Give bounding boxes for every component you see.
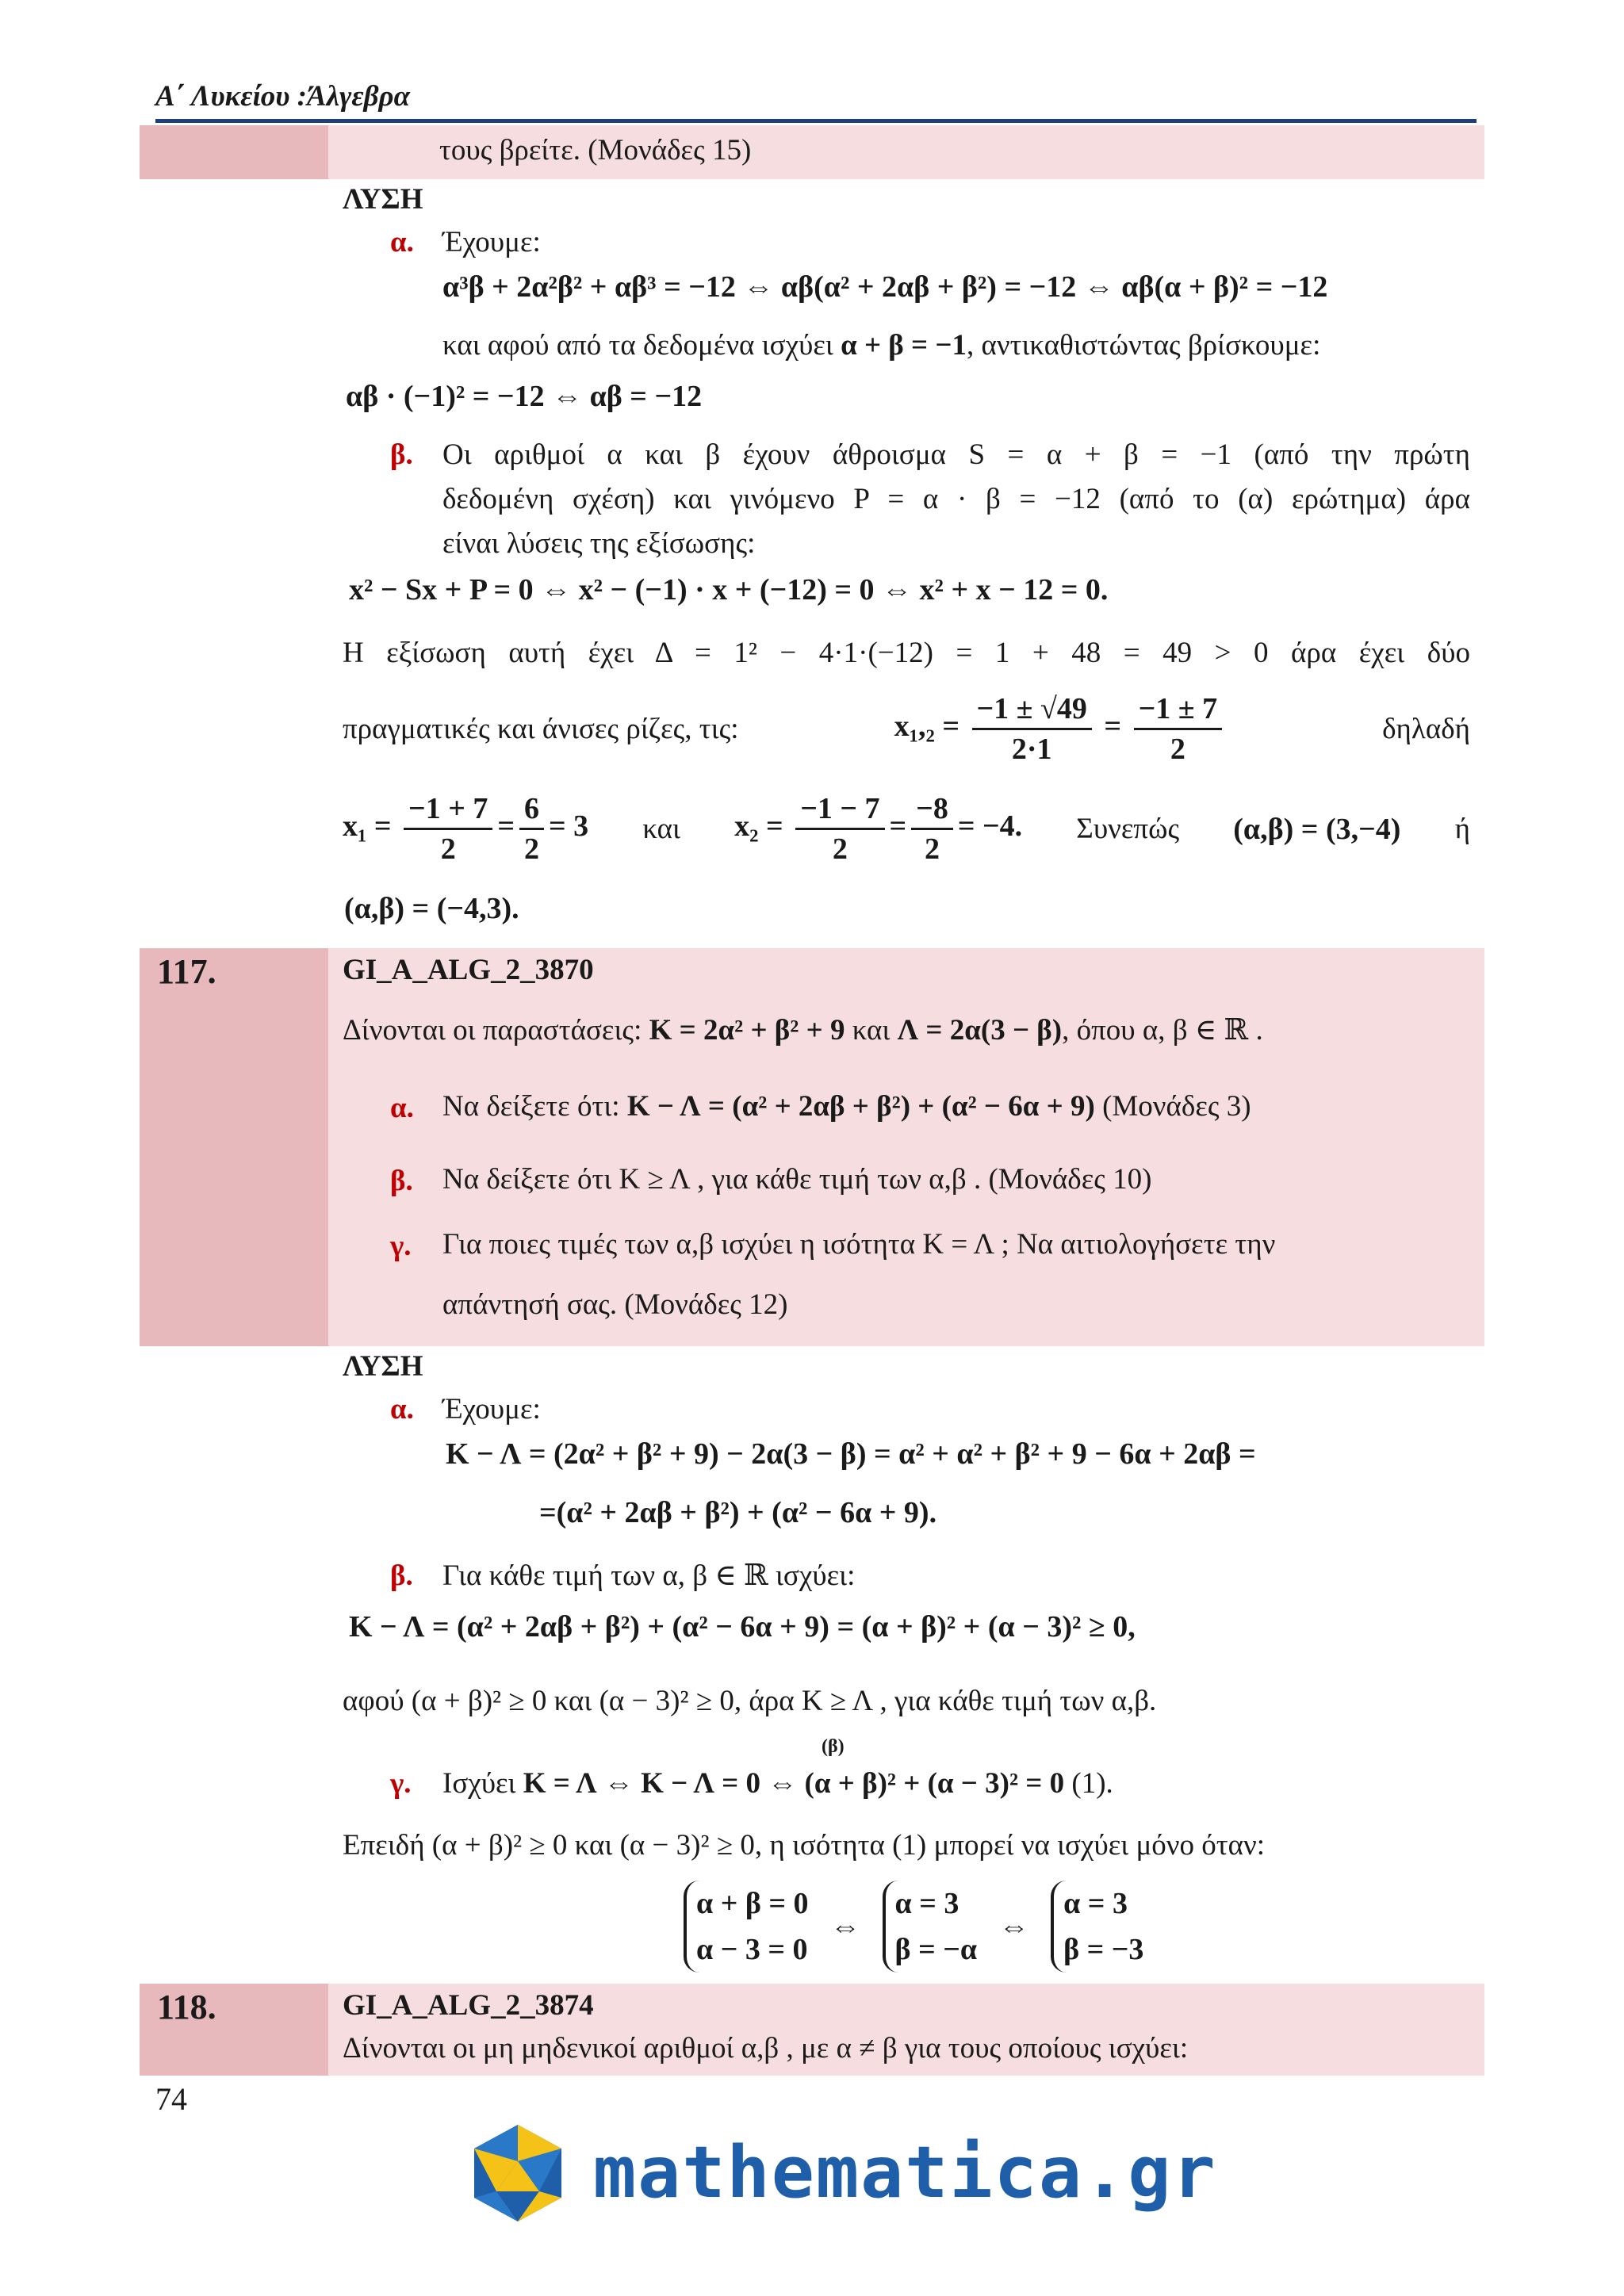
part-a-label: α. [390,1393,414,1425]
text: (1). [1071,1767,1113,1800]
system-1 [684,1881,809,1973]
problem-intro: Δίνονται οι μη μηδενικοί αριθμοί α,β , με α ≠ β για τους οποίους ισχύει: [343,2032,1189,2064]
part-b-line1: Οι αριθμοί α και β έχουν άθροισμα S = α + β = −1 (από την πρώτη [442,438,1470,471]
part-b-equation: Κ − Λ = (α² + 2αβ + β²) + (α² − 6α + 9) = (α + β)² + (α − 3)² ≥ 0, [349,1610,1136,1644]
roots-formula: x₁,₂ = $\frac{-1 \pm √49}{2\cdot 1}$ = $\frac{-1 \pm 7}{2}$ [894,690,1228,768]
points: (Μονάδες 3) [1102,1090,1251,1123]
eq: α + β = 0 [696,1887,809,1920]
numerator: −8 [911,790,953,830]
part-a-intro: Έχουμε: [442,226,541,258]
root-x1: x₁ = $\frac{-1 + 7}{2}$ = $\frac{6}{2}$ = 3 [343,790,588,868]
text: Να δείξετε ότι: [442,1090,620,1123]
part-c-label: γ. [390,1767,412,1800]
part-b-line3: είναι λύσεις της εξίσωσης: [442,527,756,560]
discriminant-line: Η εξίσωση αυτή έχει Δ = 1² − 4·1·(−12) = 1 + 48 = 49 > 0 άρα έχει δύο [343,637,1470,669]
expression-L: Λ = 2α(3 − β) [897,1014,1063,1047]
page-number: 74 [155,2081,187,2117]
number-column [140,948,328,1346]
denominator: 2 [832,832,848,866]
logo-icon [466,2122,569,2225]
roots-intro: πραγματικές και άνισες ρίζες, τις: [343,712,739,745]
text: , αντικαθιστώντας βρίσκουμε: [966,329,1321,362]
fraction [1134,690,1223,768]
system-2 [883,1881,978,1973]
roots-var: x₁,₂ = [894,710,960,744]
system-of-equations [684,1881,1143,1973]
problem-number: 118. [157,1988,216,2026]
roots-that-is: δηλαδή [1382,712,1470,745]
logo-text: mathematica.gr [593,2131,1217,2214]
root-x2: x₂ = $\frac{-1 - 7}{2}$ = $\frac{-8}{2}$ = −4. [734,790,1022,868]
solution-pair-1: (α,β) = (3,−4) [1233,812,1401,846]
part-b-label: β. [390,1165,413,1197]
solution-pair-2: (α,β) = (−4,3). [344,892,519,925]
problem-intro [343,1012,1263,1050]
part-a-result: αβ · (−1)² = −12 ⇔ αβ = −12 [346,380,703,413]
part-b-label: β. [390,1559,413,1592]
part-a-line2 [442,327,1320,365]
problem-117-band [140,948,1484,1346]
sum-condition: α + β = −1 [841,329,967,362]
previous-problem-tail: τους βρείτε. (Μονάδες 15) [439,134,752,166]
numerator: 6 [519,790,544,830]
system-3 [1051,1881,1143,1973]
text: και [852,1014,891,1047]
part-c-line-2: Επειδή (α + β)² ≥ 0 και (α − 3)² ≥ 0, η ισότητα (1) μπορεί να ισχύει μόνο όταν: [343,1829,1266,1862]
x1-var: x₁ = [343,809,392,844]
denominator: 2 [925,832,940,866]
running-header: Α΄ Λυκείου :Άλγεβρα [155,80,411,113]
part-a-question [442,1088,1251,1126]
denominator: 2 [440,832,456,866]
problem-code: GI_A_ALG_2_3874 [343,1989,594,2022]
text: Ισχύει [442,1767,516,1800]
eq: β = −α [894,1933,978,1966]
numerator: −1 ± 7 [1134,690,1223,730]
x1-value: = 3 [549,809,589,844]
part-a-equation-1: Κ − Λ = (2α² + β² + 9) − 2α(3 − β) = α² + α² + β² + 9 − 6α + 2αβ = [446,1437,1256,1471]
fraction [795,790,884,868]
reference-tag: (β) [822,1736,845,1757]
text: , όπου α, β ∈ ℝ . [1062,1014,1263,1047]
part-a-label: α. [390,1092,414,1124]
math: Κ = Λ ⇔ Κ − Λ = 0 ⇔ (α + β)² + (α − 3)² = 0 [523,1767,1065,1800]
part-c-line [442,1765,1113,1803]
part-c-question: Για ποιες τιμές των α,β ισχύει η ισότητα Κ = Λ ; Να αιτιολογήσετε την [442,1228,1276,1261]
iff-symbol: ⇔ [998,1910,1029,1943]
part-a-label: α. [390,226,414,258]
part-b-line2: δεδομένη σχέση) και γινόμενο P = α · β = −12 (από το (α) ερώτημα) άρα [442,483,1470,515]
roots-line [343,690,1470,768]
text: Δίνονται οι παραστάσεις: [343,1014,642,1047]
fraction [519,790,544,868]
roots-values-line [343,790,1470,868]
header-rule [155,119,1477,123]
x2-var: x₂ = [734,809,783,844]
or-word: ή [1454,812,1470,845]
iff-symbol: ⇔ [830,1910,861,1943]
part-b-intro: Για κάθε τιμή των α, β ∈ ℝ ισχύει: [442,1559,856,1592]
conjunction: και [642,812,680,845]
part-b-question: Να δείξετε ότι Κ ≥ Λ , για κάθε τιμή των α,β . (Μονάδες 10) [442,1163,1152,1196]
previous-problem-band [140,125,1484,179]
conclusion-word: Συνεπώς [1076,812,1180,845]
eq: α = 3 [894,1887,959,1920]
number-column [140,125,328,179]
part-b-label: β. [390,438,413,471]
fraction [911,790,953,868]
solution-heading: ΛΥΣΗ [343,183,423,216]
eq: α − 3 = 0 [696,1933,808,1966]
denominator: 2 [1170,733,1185,766]
problem-118-band [140,1984,1484,2076]
numerator: −1 − 7 [795,790,884,830]
numerator: −1 ± √49 [972,690,1092,730]
part-c-label: γ. [390,1230,412,1262]
solution-heading: ΛΥΣΗ [343,1350,423,1383]
fraction [404,790,492,868]
part-a-equation: α³β + 2α²β² + αβ³ = −12 ⇔ αβ(α² + 2αβ + β²) = −12 ⇔ αβ(α + β)² = −12 [442,270,1328,304]
part-c-question-2: απάντησή σας. (Μονάδες 12) [442,1288,788,1321]
numerator: −1 + 7 [404,790,492,830]
eq: β = −3 [1063,1933,1144,1966]
part-b-conclusion: αφού (α + β)² ≥ 0 και (α − 3)² ≥ 0, άρα Κ ≥ Λ , για κάθε τιμή των α,β. [343,1685,1157,1717]
part-a-equation-2: =(α² + 2αβ + β²) + (α² − 6α + 9). [539,1496,937,1529]
quadratic-equation: x² − Sx + P = 0 ⇔ x² − (−1) · x + (−12) = 0 ⇔ x² + x − 12 = 0. [349,573,1109,607]
denominator: 2 [524,832,540,866]
x2-value: = −4. [957,809,1023,844]
fraction [972,690,1092,768]
problem-code: GI_A_ALG_2_3870 [343,954,594,986]
problem-number: 117. [157,952,216,991]
eq: α = 3 [1063,1887,1128,1920]
math: Κ − Λ = (α² + 2αβ + β²) + (α² − 6α + 9) [626,1090,1095,1123]
denominator: 2·1 [1011,733,1052,766]
expression-K: Κ = 2α² + β² + 9 [649,1014,845,1047]
text: και αφού από τα δεδομένα ισχύει [442,329,833,362]
part-a-intro: Έχουμε: [442,1393,541,1425]
